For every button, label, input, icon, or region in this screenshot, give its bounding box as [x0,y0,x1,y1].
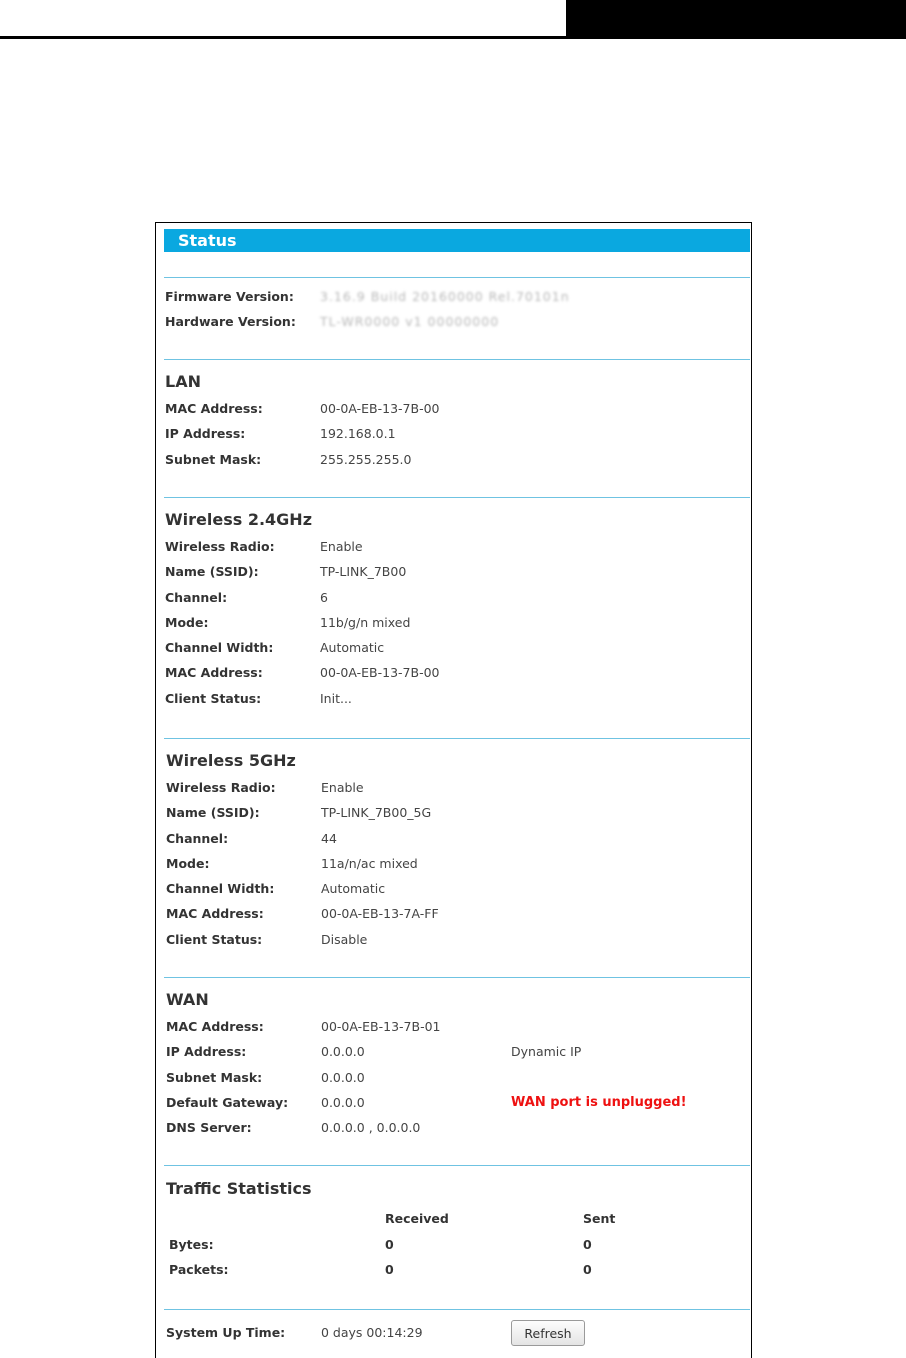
lan-mac-label: MAC Address: [165,401,263,416]
firmware-version-value: 3.16.9 Build 20160000 Rel.70101n [320,289,570,304]
wan-subnet-label: Subnet Mask: [166,1070,263,1085]
wireless24-mac-value: 00-0A-EB-13-7B-00 [320,665,440,680]
traffic-bytes-label: Bytes: [169,1237,214,1252]
wireless5-radio-value: Enable [321,780,364,795]
wireless24-mode-label: Mode: [165,615,209,630]
traffic-bytes-sent: 0 [583,1237,592,1252]
header-rule [0,36,906,39]
wireless24-channel-label: Channel: [165,590,228,605]
wan-mac-value: 00-0A-EB-13-7B-01 [321,1019,441,1034]
wireless5-width-value: Automatic [321,881,386,896]
wan-gateway-label: Default Gateway: [166,1095,289,1110]
wireless24-client-label: Client Status: [165,691,262,706]
lan-subnet-label: Subnet Mask: [165,452,262,467]
status-title: Status [164,229,750,252]
wireless5-mode-label: Mode: [166,856,210,871]
lan-subnet-value: 255.255.255.0 [320,452,412,467]
lan-ip-value: 192.168.0.1 [320,426,396,441]
firmware-version-label: Firmware Version: [165,289,294,304]
wireless24-title: Wireless 2.4GHz [165,510,313,529]
lan-title: LAN [165,372,201,391]
wireless24-radio-value: Enable [320,539,363,554]
section-divider [164,1309,750,1310]
wan-dns-label: DNS Server: [166,1120,252,1135]
wireless5-mode-value: 11a/n/ac mixed [321,856,418,871]
wireless24-width-label: Channel Width: [165,640,274,655]
wireless5-mac-label: MAC Address: [166,906,264,921]
section-divider [164,1165,750,1166]
traffic-title: Traffic Statistics [166,1179,312,1198]
wan-ip-label: IP Address: [166,1044,247,1059]
wireless5-client-label: Client Status: [166,932,263,947]
wireless5-mac-value: 00-0A-EB-13-7A-FF [321,906,439,921]
wan-ip-value: 0.0.0.0 [321,1044,365,1059]
hardware-version-value: TL-WR0000 v1 00000000 [320,314,500,329]
wireless24-mac-label: MAC Address: [165,665,263,680]
traffic-sent-header: Sent [583,1211,616,1226]
wireless5-width-label: Channel Width: [166,881,275,896]
wireless5-ssid-label: Name (SSID): [166,805,260,820]
wireless5-radio-label: Wireless Radio: [166,780,276,795]
wireless24-mode-value: 11b/g/n mixed [320,615,411,630]
wan-gateway-value: 0.0.0.0 [321,1095,365,1110]
wan-title: WAN [166,990,209,1009]
section-divider [164,497,750,498]
wireless24-radio-label: Wireless Radio: [165,539,275,554]
wan-unplugged-warning: WAN port is unplugged! [511,1095,687,1110]
traffic-packets-sent: 0 [583,1262,592,1277]
section-divider [164,738,750,739]
traffic-received-header: Received [385,1211,449,1226]
wireless5-channel-label: Channel: [166,831,229,846]
header-black-block [566,0,906,39]
wireless24-channel-value: 6 [320,590,328,605]
uptime-value: 0 days 00:14:29 [321,1325,423,1340]
wan-connection-type: Dynamic IP [511,1044,582,1059]
wan-dns-value: 0.0.0.0 , 0.0.0.0 [321,1120,421,1135]
hardware-version-label: Hardware Version: [165,314,296,329]
wireless24-width-value: Automatic [320,640,385,655]
refresh-button[interactable]: Refresh [511,1320,585,1346]
traffic-packets-received: 0 [385,1262,394,1277]
wireless24-ssid-label: Name (SSID): [165,564,259,579]
wireless5-title: Wireless 5GHz [166,751,296,770]
section-divider [164,977,750,978]
wan-mac-label: MAC Address: [166,1019,264,1034]
section-divider [164,277,750,278]
traffic-packets-label: Packets: [169,1262,229,1277]
wireless5-channel-value: 44 [321,831,337,846]
wan-subnet-value: 0.0.0.0 [321,1070,365,1085]
lan-ip-label: IP Address: [165,426,246,441]
uptime-label: System Up Time: [166,1325,286,1340]
wireless5-client-value: Disable [321,932,368,947]
section-divider [164,359,750,360]
traffic-bytes-received: 0 [385,1237,394,1252]
lan-mac-value: 00-0A-EB-13-7B-00 [320,401,440,416]
wireless24-client-value: Init... [320,691,352,706]
wireless5-ssid-value: TP-LINK_7B00_5G [321,805,432,820]
wireless24-ssid-value: TP-LINK_7B00 [320,564,407,579]
status-panel [155,222,752,1358]
